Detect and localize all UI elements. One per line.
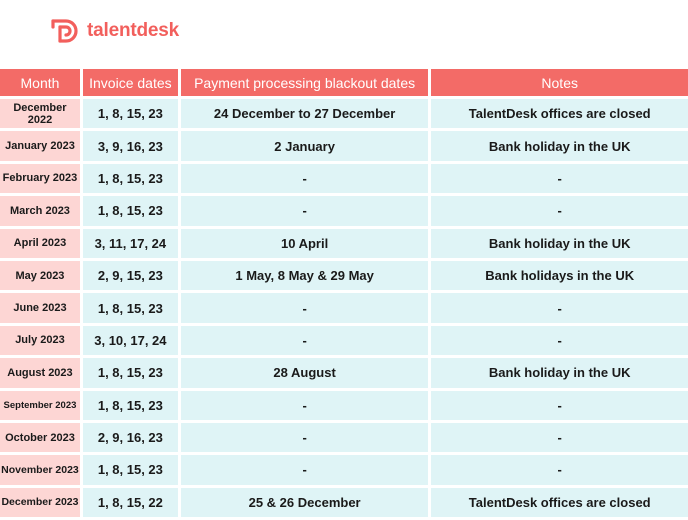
notes-cell: - [431,423,688,452]
notes-cell: Bank holiday in the UK [431,131,688,160]
invoice-dates-cell: 3, 10, 17, 24 [83,326,178,355]
invoice-dates-cell: 1, 8, 15, 22 [83,488,178,517]
blackout-dates-cell: 24 December to 27 December [181,99,429,128]
header-month: Month [0,69,80,96]
notes-cell: Bank holiday in the UK [431,229,688,258]
month-cell: October 2023 [0,423,80,452]
table-row [0,455,688,484]
notes-cell: - [431,293,688,322]
header-invoice-dates: Invoice dates [83,69,178,96]
blackout-dates-cell: - [181,196,429,225]
month-cell: November 2023 [0,455,80,484]
table-row [0,99,688,128]
blackout-dates-cell: 25 & 26 December [181,488,429,517]
invoice-dates-cell: 2, 9, 15, 23 [83,261,178,290]
invoice-schedule-table [0,66,688,520]
table-row [0,358,688,387]
invoice-dates-cell: 1, 8, 15, 23 [83,455,178,484]
month-cell: May 2023 [0,261,80,290]
invoice-dates-cell: 1, 8, 15, 23 [83,293,178,322]
table-row [0,488,688,517]
notes-cell: TalentDesk offices are closed [431,99,688,128]
table-row [0,164,688,193]
month-cell: June 2023 [0,293,80,322]
talentdesk-logo [51,18,179,44]
notes-cell: - [431,196,688,225]
talentdesk-logo-icon [51,18,81,44]
blackout-dates-cell: 28 August [181,358,429,387]
invoice-dates-cell: 3, 11, 17, 24 [83,229,178,258]
blackout-dates-cell: - [181,293,429,322]
table-row [0,391,688,420]
blackout-dates-cell: - [181,391,429,420]
table-row [0,293,688,322]
notes-cell: Bank holiday in the UK [431,358,688,387]
notes-cell: Bank holidays in the UK [431,261,688,290]
invoice-dates-cell: 1, 8, 15, 23 [83,358,178,387]
month-cell: March 2023 [0,196,80,225]
header-notes: Notes [431,69,688,96]
blackout-dates-cell: - [181,326,429,355]
notes-cell: - [431,326,688,355]
month-cell: September 2023 [0,391,80,420]
invoice-dates-cell: 1, 8, 15, 23 [83,196,178,225]
notes-cell: TalentDesk offices are closed [431,488,688,517]
month-cell: August 2023 [0,358,80,387]
invoice-dates-cell: 1, 8, 15, 23 [83,164,178,193]
invoice-dates-cell: 1, 8, 15, 23 [83,391,178,420]
month-cell: April 2023 [0,229,80,258]
table-row [0,326,688,355]
blackout-dates-cell: - [181,455,429,484]
page-header [0,0,688,66]
month-cell: December 2023 [0,488,80,517]
month-cell: July 2023 [0,326,80,355]
blackout-dates-cell: - [181,423,429,452]
blackout-dates-cell: 10 April [181,229,429,258]
table-row [0,196,688,225]
blackout-dates-cell: 2 January [181,131,429,160]
month-cell: December 2022 [0,99,80,128]
month-cell: February 2023 [0,164,80,193]
header-blackout-dates: Payment processing blackout dates [181,69,429,96]
blackout-dates-cell: 1 May, 8 May & 29 May [181,261,429,290]
month-cell: January 2023 [0,131,80,160]
table-row [0,229,688,258]
notes-cell: - [431,391,688,420]
table-row [0,423,688,452]
blackout-dates-cell: - [181,164,429,193]
notes-cell: - [431,455,688,484]
notes-cell: - [431,164,688,193]
table-row [0,261,688,290]
table-row [0,131,688,160]
table-header-row [0,69,688,96]
invoice-dates-cell: 1, 8, 15, 23 [83,99,178,128]
invoice-dates-cell: 2, 9, 16, 23 [83,423,178,452]
brand-name: talentdesk [87,20,179,41]
invoice-dates-cell: 3, 9, 16, 23 [83,131,178,160]
